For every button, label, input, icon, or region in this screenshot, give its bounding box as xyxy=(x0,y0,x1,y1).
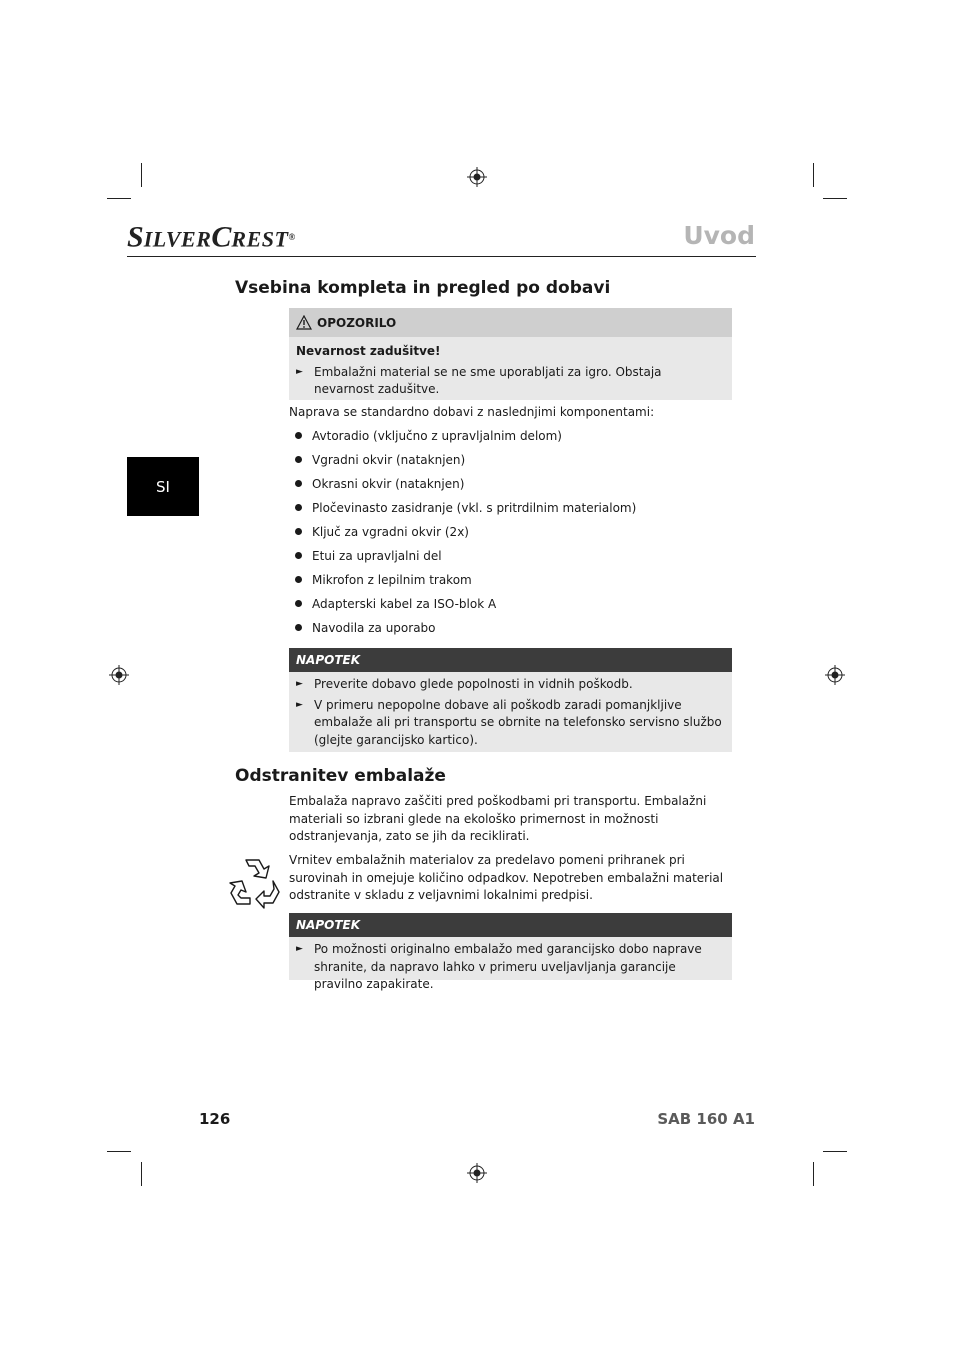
arrow-right-icon: ► xyxy=(296,944,303,954)
crop-mark xyxy=(107,198,131,199)
crop-mark xyxy=(823,198,847,199)
language-code: SI xyxy=(156,477,170,496)
brand-logo xyxy=(127,220,295,254)
bullet-icon xyxy=(295,576,302,583)
bullet-icon xyxy=(295,600,302,607)
warning-item-text: Embalažni material se ne sme uporabljati za igro. Obstaja nevarnost zadušitve. xyxy=(314,364,662,396)
registration-mark-icon xyxy=(109,665,129,685)
list-item xyxy=(295,451,636,475)
list-item-text: Vgradni okvir (nataknjen) xyxy=(312,453,466,467)
logo-registered-mark: ® xyxy=(288,232,296,242)
warning-subtitle: Nevarnost zadušitve! xyxy=(296,344,441,358)
logo-part: C xyxy=(211,220,232,254)
list-item-text: Pločevinasto zasidranje (vkl. s pritrdilnim materialom) xyxy=(312,501,637,515)
arrow-right-icon: ► xyxy=(296,366,303,377)
warning-item xyxy=(296,364,722,399)
registration-mark-icon xyxy=(467,1163,487,1183)
list-item xyxy=(295,475,636,499)
note-item xyxy=(296,676,722,694)
warning-box xyxy=(289,308,732,400)
bullet-icon xyxy=(295,504,302,511)
arrow-right-icon: ► xyxy=(296,699,303,710)
note-item-text: Preverite dobavo glede popolnosti in vidnih poškodb. xyxy=(314,677,633,691)
note-label: NAPOTEK xyxy=(296,918,361,932)
recycle-icon xyxy=(226,854,284,910)
header-divider xyxy=(127,256,756,257)
bullet-icon xyxy=(295,624,302,631)
crop-mark xyxy=(141,163,142,187)
crop-mark xyxy=(823,1151,847,1152)
list-item-text: Mikrofon z lepilnim trakom xyxy=(312,573,472,587)
warning-label: OPOZORILO xyxy=(317,315,397,330)
list-item xyxy=(295,595,636,619)
bullet-icon xyxy=(295,456,302,463)
note-box xyxy=(289,648,732,752)
note-label: NAPOTEK xyxy=(296,653,361,667)
crop-mark xyxy=(107,1151,131,1152)
packaging-paragraph: Embalaža napravo zaščiti pred poškodbami pri transportu. Embalažni materiali so izbrani glede na ekološko primernost in možnosti odstranjevanja, zato se jih da reciklirati. xyxy=(289,794,707,843)
bullet-icon xyxy=(295,432,302,439)
section-heading: Vsebina kompleta in pregled po dobavi xyxy=(235,278,611,298)
page-number: 126 xyxy=(199,1110,231,1128)
registration-mark-icon xyxy=(467,167,487,187)
components-list xyxy=(295,427,636,643)
registration-mark-icon xyxy=(825,665,845,685)
note-item-text: Po možnosti originalno embalažo med garancijsko dobo naprave shranite, da napravo lahko v primeru uveljavljanja garancije pravilno zapakirate. xyxy=(314,942,702,991)
section-heading: Odstranitev embalaže xyxy=(235,766,446,786)
model-number: SAB 160 A1 xyxy=(657,1110,755,1128)
note-item-text: V primeru nepopolne dobave ali poškodb zaradi pomanjkljive embalaže ali pri transportu se obrnite na telefonsko servisno službo (glejte garancijsko kartico). xyxy=(314,697,722,747)
language-tab xyxy=(127,457,199,516)
list-item xyxy=(295,571,636,595)
bullet-icon xyxy=(295,528,302,535)
components-intro: Naprava se standardno dobavi z naslednjimi komponentami: xyxy=(289,405,655,419)
note-box xyxy=(289,913,732,991)
list-item xyxy=(295,547,636,571)
logo-part: REST xyxy=(231,226,289,252)
list-item xyxy=(295,499,636,523)
section-title: Uvod xyxy=(683,221,755,250)
list-item-text: Okrasni okvir (nataknjen) xyxy=(312,477,465,491)
logo-part: S xyxy=(127,220,144,254)
crop-mark xyxy=(813,163,814,187)
crop-mark xyxy=(141,1162,142,1186)
warning-triangle-icon xyxy=(296,315,312,330)
note-header xyxy=(289,913,732,937)
list-item xyxy=(295,523,636,547)
recycling-paragraph: Vrnitev embalažnih materialov za predelavo pomeni prihranek pri surovinah in omejuje količino odpadkov. Nepotreben embalažni material odstranite v skladu z veljavnimi lokalnimi predpisi. xyxy=(289,853,724,902)
list-item-text: Avtoradio (vključno z upravljalnim delom) xyxy=(312,429,562,443)
list-item-text: Ključ za vgradni okvir (2x) xyxy=(312,525,469,539)
logo-part: ILVER xyxy=(143,226,212,252)
crop-mark xyxy=(813,1162,814,1186)
list-item xyxy=(295,427,636,451)
bullet-icon xyxy=(295,552,302,559)
list-item xyxy=(295,619,636,643)
note-header xyxy=(289,648,732,672)
list-item-text: Navodila za uporabo xyxy=(312,621,436,635)
note-item xyxy=(296,941,722,994)
arrow-right-icon: ► xyxy=(296,679,303,689)
warning-header xyxy=(289,308,732,337)
note-item xyxy=(296,697,722,750)
bullet-icon xyxy=(295,480,302,487)
list-item-text: Adapterski kabel za ISO-blok A xyxy=(312,597,497,611)
list-item-text: Etui za upravljalni del xyxy=(312,549,442,563)
